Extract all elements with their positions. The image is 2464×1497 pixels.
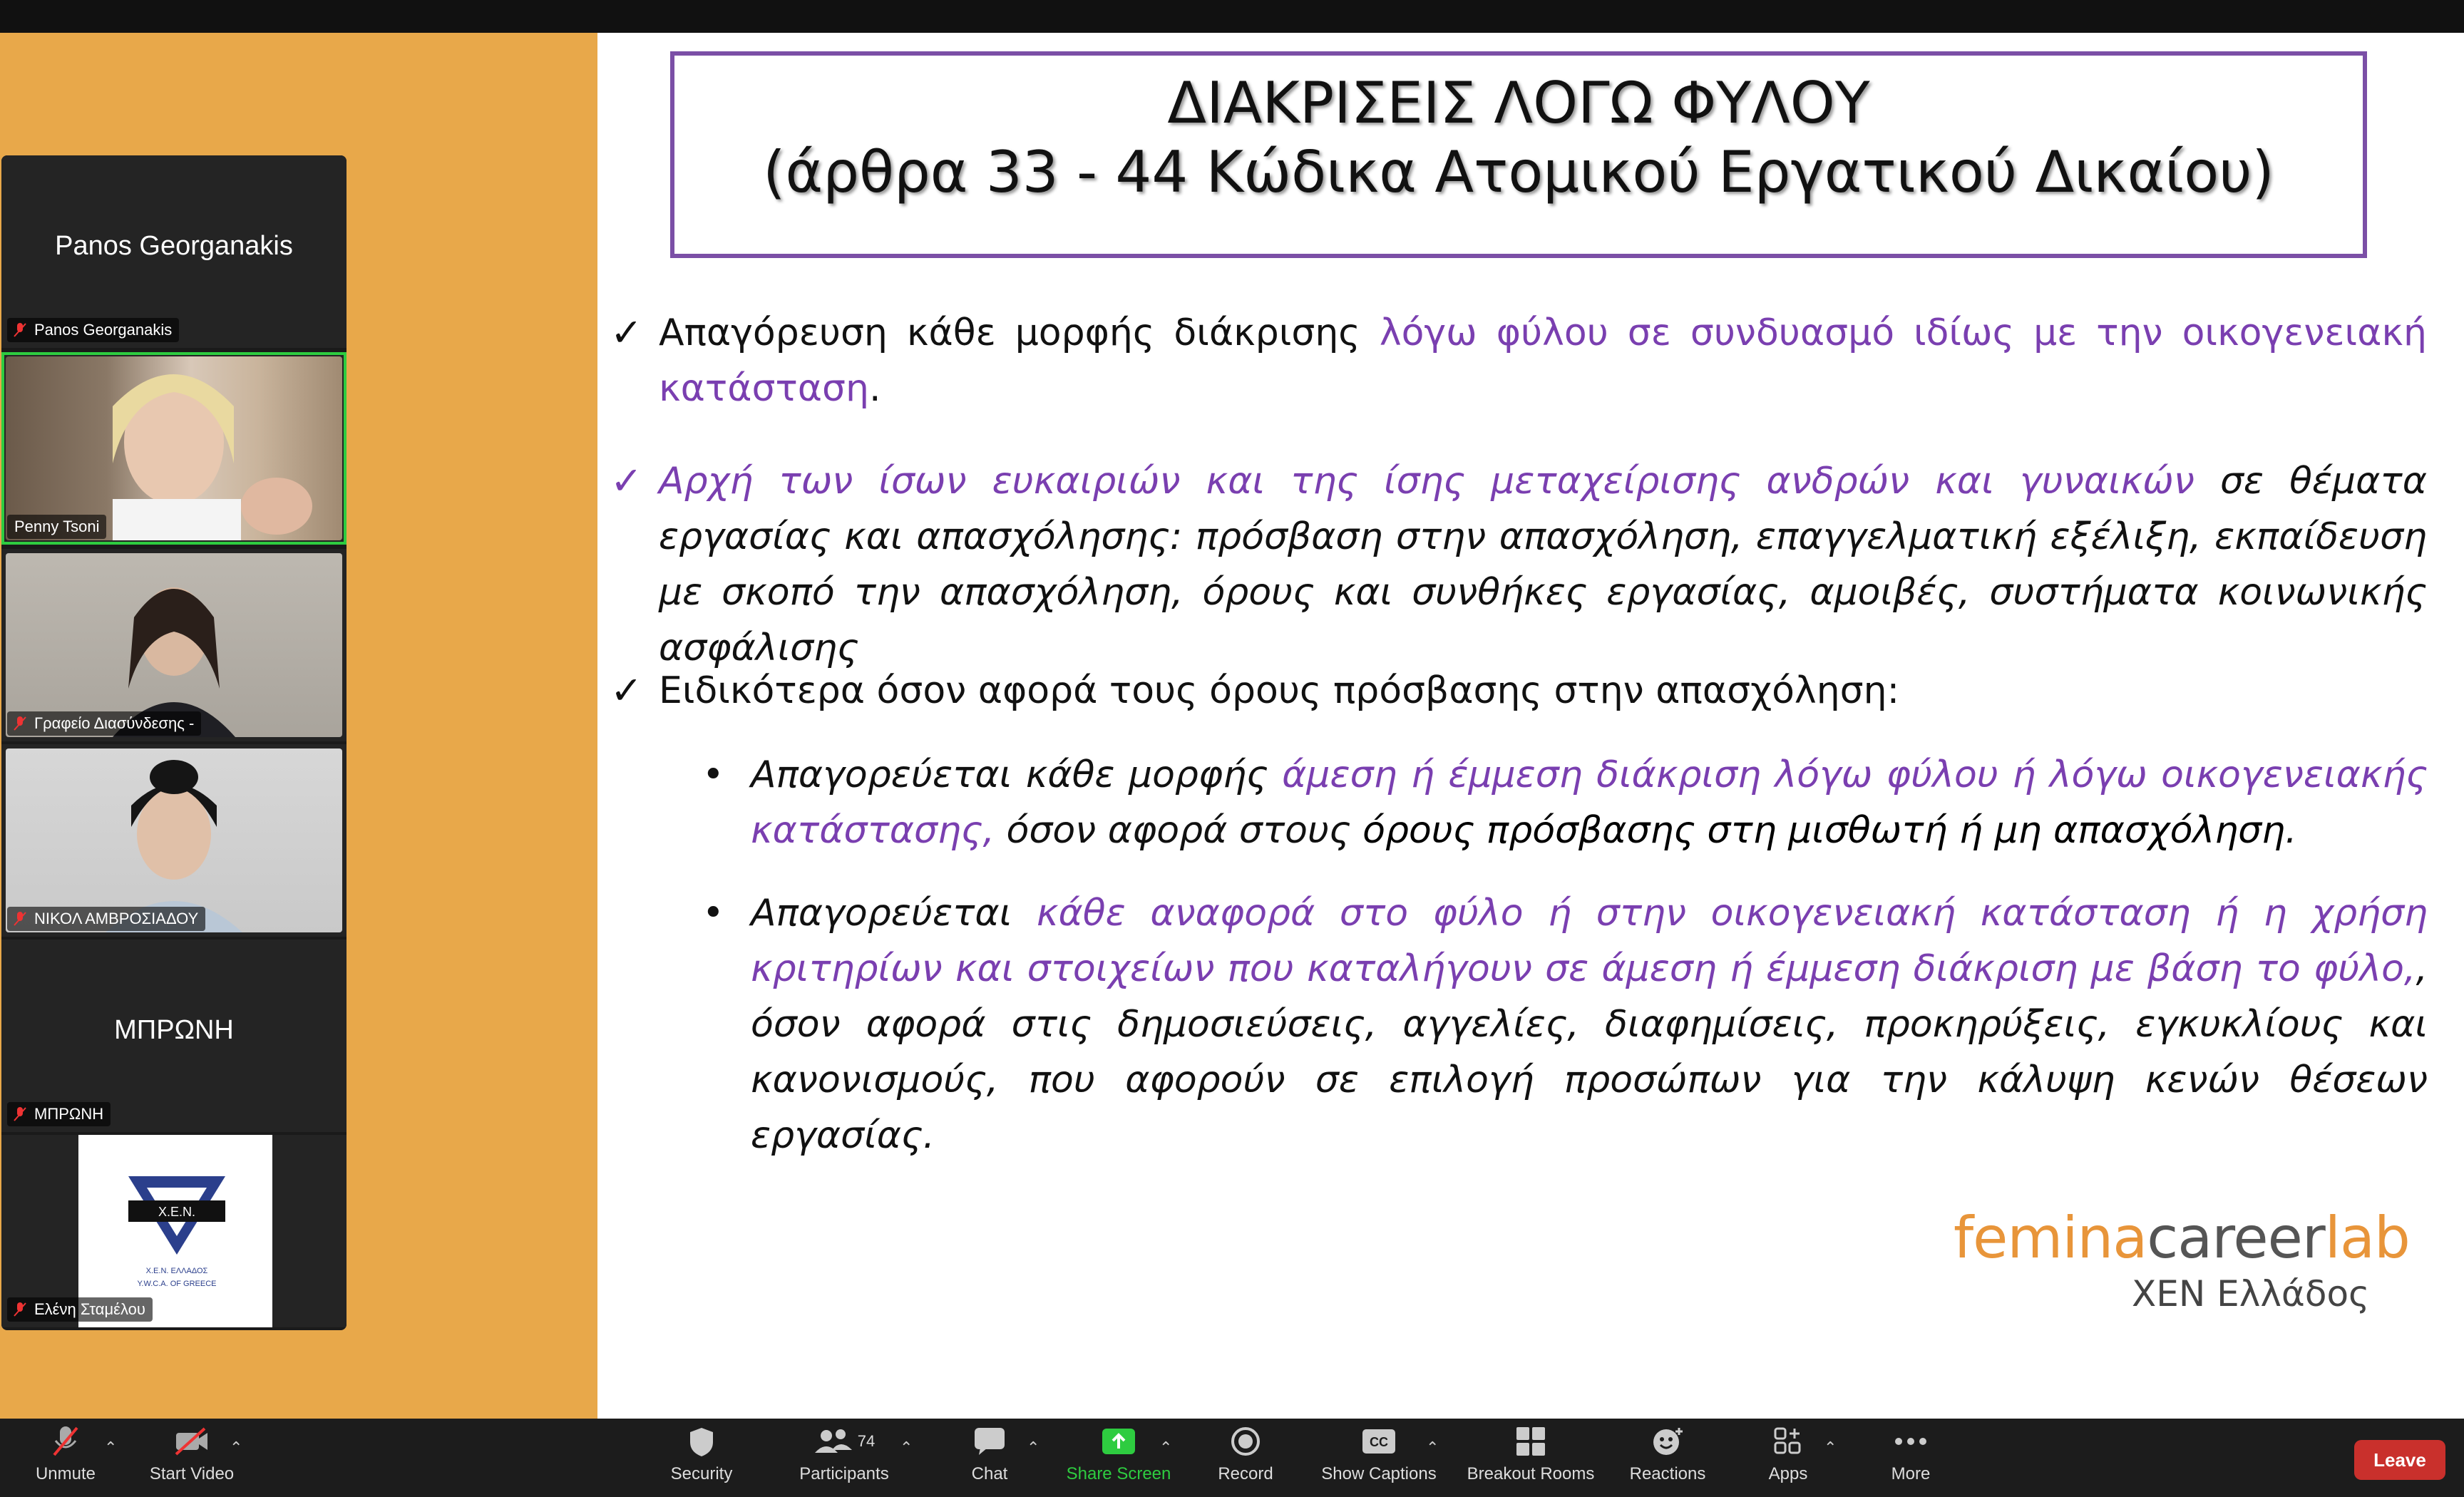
bullet-1: ✓ Απαγόρευση κάθε μορφής διάκρισης λόγω φύλου σε συνδυασμό ιδίως με την οικογενειακή κατάσταση. — [610, 305, 2427, 416]
participant-name: ΜΠΡΩΝΗ — [114, 1015, 234, 1045]
check-icon: ✓ — [610, 458, 643, 503]
muted-mic-icon — [13, 911, 27, 927]
unmute-options-caret[interactable]: ⌃ — [104, 1439, 118, 1456]
shield-icon — [687, 1425, 716, 1458]
logo-subtitle: ΧΕΝ Ελλάδος — [2132, 1273, 2370, 1315]
participant-tile-active-speaker[interactable] — [1, 352, 346, 545]
svg-text:CC: CC — [1370, 1435, 1388, 1449]
muted-mic-icon — [13, 322, 27, 338]
chat-options-caret[interactable]: ⌃ — [1027, 1439, 1040, 1456]
top-bar — [0, 0, 2464, 33]
participants-button[interactable]: 74 Participants — [787, 1419, 901, 1497]
participant-tile[interactable] — [1, 155, 346, 348]
reactions-icon — [1651, 1425, 1685, 1458]
video-frame-icon — [6, 356, 342, 540]
participant-tile[interactable] — [1, 549, 346, 741]
video-options-caret[interactable]: ⌃ — [230, 1439, 243, 1456]
show-captions-button[interactable]: CC Show Captions — [1316, 1419, 1442, 1497]
captions-options-caret[interactable]: ⌃ — [1426, 1439, 1439, 1456]
femina-career-lab-logo: feminacareerlab — [1954, 1205, 2410, 1271]
participant-label: ΜΠΡΩΝΗ — [7, 1102, 111, 1126]
reactions-button[interactable]: Reactions — [1621, 1419, 1714, 1497]
share-options-caret[interactable]: ⌃ — [1159, 1439, 1173, 1456]
apps-icon — [1772, 1426, 1804, 1457]
muted-mic-icon — [13, 1106, 27, 1122]
participant-video — [6, 748, 342, 932]
participant-video — [6, 553, 342, 737]
svg-text:Χ.Ε.Ν.: Χ.Ε.Ν. — [158, 1205, 196, 1219]
leave-button[interactable]: Leave — [2354, 1440, 2445, 1480]
participant-video — [6, 356, 342, 540]
participant-tile[interactable] — [1, 744, 346, 937]
video-frame-icon — [6, 553, 342, 737]
bullet-dot-icon: • — [702, 753, 724, 796]
participant-label: ΝΙΚΟΛ ΑΜΒΡΟΣΙΑΔΟΥ — [7, 907, 205, 931]
participants-options-caret[interactable]: ⌃ — [900, 1439, 913, 1456]
participants-icon — [813, 1427, 855, 1456]
apps-button[interactable]: Apps — [1754, 1419, 1822, 1497]
start-video-button[interactable]: Start Video — [140, 1419, 244, 1497]
check-icon: ✓ — [610, 310, 643, 355]
participant-label: Panos Georganakis — [7, 318, 179, 342]
bullet-2: ✓ Αρχή των ίσων ευκαιριών και της ίσης μεταχείρισης ανδρών και γυναικών σε θέματα εργασίας και απασχόλησης: πρόσβαση στην απασχόληση, επαγγελματική εξέλιξη, εκπαίδευση με σκοπό την απασχόληση, όρους και συνθήκες εργασίας, αμοιβές, συστήματα κοινωνικής ασφάλισης — [610, 453, 2427, 676]
slide-title: ΔΙΑΚΡΙΣΕΙΣ ΛΟΓΩ ΦΥΛΟΥ — [1167, 70, 1870, 136]
participant-label: Ελένη Σταμέλου — [7, 1297, 153, 1322]
mic-off-icon — [50, 1424, 81, 1459]
security-button[interactable]: Security — [659, 1419, 744, 1497]
breakout-rooms-button[interactable]: Breakout Rooms — [1462, 1419, 1600, 1497]
participant-name: Panos Georganakis — [55, 231, 293, 261]
participant-tile[interactable] — [1, 1135, 346, 1327]
more-button[interactable]: More — [1874, 1419, 1948, 1497]
apps-options-caret[interactable]: ⌃ — [1824, 1439, 1837, 1456]
participants-count: 74 — [857, 1432, 876, 1450]
record-button[interactable]: Record — [1205, 1419, 1286, 1497]
participant-label: Penny Tsoni — [7, 515, 106, 539]
participant-tile[interactable] — [1, 940, 346, 1132]
muted-mic-icon — [13, 716, 27, 731]
slide-title-box — [670, 51, 2367, 258]
share-screen-icon — [1101, 1427, 1136, 1456]
svg-text:Y.W.C.A. OF GREECE: Y.W.C.A. OF GREECE — [137, 1280, 217, 1288]
camera-off-icon — [173, 1426, 210, 1457]
record-icon — [1230, 1426, 1261, 1457]
check-icon: ✓ — [610, 668, 643, 713]
chat-button[interactable]: Chat — [953, 1419, 1027, 1497]
muted-mic-icon — [13, 1302, 27, 1317]
participant-gallery — [1, 155, 346, 1330]
more-dots-icon — [1894, 1437, 1927, 1446]
chat-icon — [973, 1426, 1006, 1456]
bullet-dot-icon: • — [702, 892, 724, 935]
slide-subtitle: (άρθρα 33 - 44 Κώδικα Ατομικού Εργατικού Δικαίου) — [763, 139, 2274, 205]
participant-label: Γραφείο Διασύνδεσης - — [7, 711, 201, 736]
svg-text:Χ.Ε.Ν. ΕΛΛΑΔΟΣ: Χ.Ε.Ν. ΕΛΛΑΔΟΣ — [145, 1267, 208, 1275]
video-frame-icon — [6, 748, 342, 932]
unmute-button[interactable]: Unmute — [21, 1419, 110, 1497]
breakout-rooms-icon — [1515, 1426, 1546, 1457]
sub-bullet-2: • Απαγορεύεται κάθε αναφορά στο φύλο ή στην οικογενειακή κατάσταση ή η χρήση κριτηρίων και στοιχείων που καταλήγουν σε άμεση ή έμμεση διάκριση με βάση το φύλο,, όσον αφορά στις δημοσιεύσεις, αγγελίες, διαφημίσεις, προκηρύξεις, εγκυκλίους και κανονισμούς, που αφορούν σε επιλογή προσώπων για την κάλυψη κενών θέσεων εργασίας. — [702, 885, 2428, 1163]
captions-icon — [1361, 1428, 1397, 1455]
share-screen-button[interactable]: Share Screen — [1057, 1419, 1181, 1497]
sub-bullet-1: • Απαγορεύεται κάθε μορφής άμεση ή έμμεση διάκριση λόγω φύλου ή λόγω οικογενειακής κατάστασης, όσον αφορά στους όρους πρόσβασης στη μισθωτή ή μη απασχόληση. — [702, 747, 2428, 858]
bullet-3: ✓ Ειδικότερα όσον αφορά τους όρους πρόσβασης στην απασχόληση: — [610, 663, 2427, 719]
